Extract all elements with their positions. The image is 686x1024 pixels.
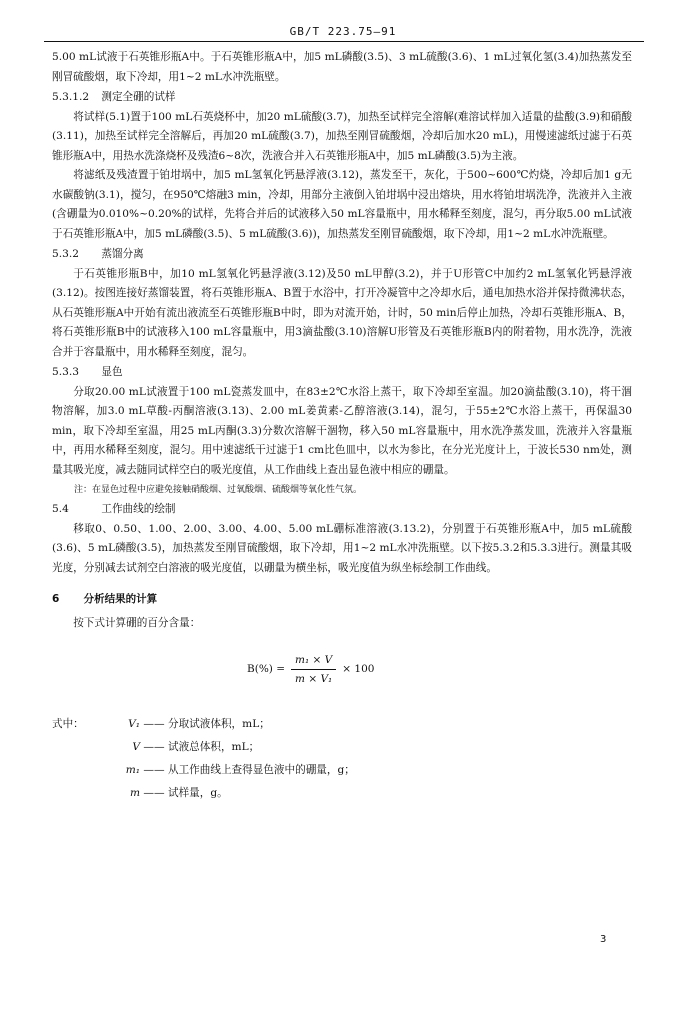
paragraph: 分取20.00 mL试液置于100 mL瓷蒸发皿中，在83±2℃水浴上蒸干，取下冷却至室温。加20滴盐酸(3.10)，将干涸物溶解，加3.0 mL草酸-丙酮溶液(3.13)、2.00 mL姜黄素-乙醇溶液(3.14)，混匀，于55±2℃水浴上蒸干，再保温30 min，取下冷却至室温，用25 mL丙酮(3.3)分数次溶解干涸物，移入50 mL容量瓶中，用水洗净蒸发皿，洗液并入容量瓶中，再用水稀释至刻度，混匀。用中速滤纸干过滤于1 cm比色皿中，以水为参比，在分光光度计上，于波长530 nm处，测量其吸光度，减去随同试样空白的吸光度值，从工作曲线上查出显色液中相应的硼量。 bbox=[52, 385, 632, 476]
definition-symbol: m bbox=[129, 786, 140, 799]
section-number: 5.4 bbox=[52, 503, 69, 515]
section-title: 蒸馏分离 bbox=[101, 248, 144, 260]
formula-rhs: × 100 bbox=[342, 662, 375, 675]
formula-lhs: B(%) = bbox=[247, 662, 286, 675]
section-title: 分析结果的计算 bbox=[83, 593, 158, 605]
paragraph: 于石英锥形瓶B中，加10 mL氢氧化钙悬浮液(3.12)及50 mL甲醇(3.2)，并于U形管C中加约2 mL氢氧化钙悬浮液(3.12)。按图连接好蒸馏装置，将石英锥形瓶A、B置于水浴中，打开冷凝管中之冷却水后，通电加热水浴并保持微沸状态，从石英锥形瓶A中开始有流出液流至石英锥形瓶B中时，即为对流开始，计时，50 min后停止加热，冷却石英锥形瓶A、B，将石英锥形瓶B中的试液移入100 mL容量瓶中，用3滴盐酸(3.10)溶解U形管及石英锥形瓶B内的附着物，用水洗净，洗液合并于容量瓶中，用水稀释至刻度，混匀。 bbox=[52, 267, 632, 358]
definition-dash: —— bbox=[143, 717, 165, 730]
section-title: 测定全硼的试样 bbox=[101, 91, 176, 103]
formula-block bbox=[52, 637, 632, 709]
section-heading-5-4 bbox=[52, 500, 632, 520]
section-number: 5.3.1.2 bbox=[52, 91, 90, 103]
section-heading-5-3-3 bbox=[52, 363, 632, 383]
definition-dash: —— bbox=[143, 740, 165, 753]
section-heading-6 bbox=[52, 590, 632, 610]
paragraph: 按下式计算硼的百分含量： bbox=[73, 616, 201, 629]
definition-dash: —— bbox=[143, 786, 165, 799]
section-number: 5.3.3 bbox=[52, 366, 79, 378]
definition-row bbox=[52, 736, 632, 759]
definition-row bbox=[52, 782, 632, 805]
definition-symbol: V bbox=[132, 740, 140, 753]
boron-formula bbox=[247, 653, 374, 686]
paragraph: 将滤纸及残渣置于铂坩埚中，加5 mL氢氧化钙悬浮液(3.12)，蒸发至干，灰化，于500~600℃灼烧，冷却后加1 g无水碳酸钠(3.1)，搅匀，在950℃熔融3 min，冷却，用部分主液倒入铂坩埚中浸出熔块，用水将铂坩埚洗净，洗液并入主液(含硼量为0.010%~0.20%的试样，先将合并后的试液移入50 mL容量瓶中，用水稀释至刻度，混匀，再分取5.00 mL试液于石英锥形瓶A中，加5 mL磷酸(3.5)、5 mL硫酸(3.6))，加热蒸发至刚冒硫酸烟，取下冷却，用1~2 mL水冲洗瓶壁。 bbox=[52, 169, 632, 240]
section-heading-5-3-1-2 bbox=[52, 88, 632, 108]
section-number: 6 bbox=[52, 593, 60, 605]
paragraph: 将试样(5.1)置于100 mL石英烧杯中，加20 mL硫酸(3.7)，加热至试样完全溶解(难溶试样加入适量的盐酸(3.9)和硝酸(3.11)，加热至试样完全溶解后，再加20 mL硫酸(3.7)，加热至刚冒硫酸烟，冷却后加水20 mL)，用慢速滤纸过滤于石英锥形瓶A中，用热水洗涤烧杯及残渣6~8次，洗液合并入石英锥形瓶A中，加5 mL磷酸(3.5)为主液。 bbox=[52, 110, 632, 162]
definition-row bbox=[52, 713, 632, 736]
paragraph-continued: 5.00 mL试液于石英锥形瓶A中。于石英锥形瓶A中，加5 mL磷酸(3.5)、3 mL硫酸(3.6)、1 mL过氧化氢(3.4)加热蒸发至刚冒硫酸烟，取下冷却，用1~2 mL水冲洗瓶壁。 bbox=[52, 51, 632, 83]
symbol-definitions bbox=[52, 713, 632, 805]
formula-fraction bbox=[291, 653, 336, 686]
definition-text: 从工作曲线上查得显色液中的硼量，g； bbox=[168, 763, 355, 776]
page-header: GB/T 223.75—91 bbox=[289, 25, 397, 38]
paragraph: 移取0、0.50、1.00、2.00、3.00、4.00、5.00 mL硼标准溶液(3.13.2)，分别置于石英锥形瓶A中，加5 mL硫酸(3.6)、5 mL磷酸(3.5)，加热蒸发至刚冒硫酸烟，取下冷却，用1~2 mL水冲洗瓶壁。以下按5.3.2和5.3.3进行。测量其吸光度，分别减去试剂空白溶液的吸光度值，以硼量为横坐标，吸光度值为纵坐标绘制工作曲线。 bbox=[52, 522, 632, 574]
definition-symbol: m₁ bbox=[125, 763, 140, 776]
section-title: 工作曲线的绘制 bbox=[101, 503, 176, 515]
definition-text: 试液总体积，mL； bbox=[168, 740, 260, 753]
note: 注：在显色过程中应避免接触硝酸烟、过氧酸烟、硫酸烟等氧化性气氛。 bbox=[74, 485, 363, 495]
definition-dash: —— bbox=[143, 763, 165, 776]
definition-text: 试样量，g。 bbox=[168, 786, 228, 799]
definition-row bbox=[52, 759, 632, 782]
definition-symbol: V₁ bbox=[128, 717, 140, 730]
header-divider bbox=[44, 41, 644, 42]
section-title: 显色 bbox=[101, 366, 123, 378]
formula-numerator: m₁ × V bbox=[291, 653, 336, 670]
definition-lead: 式中： bbox=[52, 717, 84, 730]
section-heading-5-3-2 bbox=[52, 245, 632, 265]
page-number: 3 bbox=[600, 934, 607, 945]
section-number: 5.3.2 bbox=[52, 248, 79, 260]
document-body bbox=[52, 48, 632, 805]
definition-text: 分取试液体积，mL； bbox=[168, 717, 270, 730]
formula-denominator: m × V₁ bbox=[295, 673, 333, 685]
